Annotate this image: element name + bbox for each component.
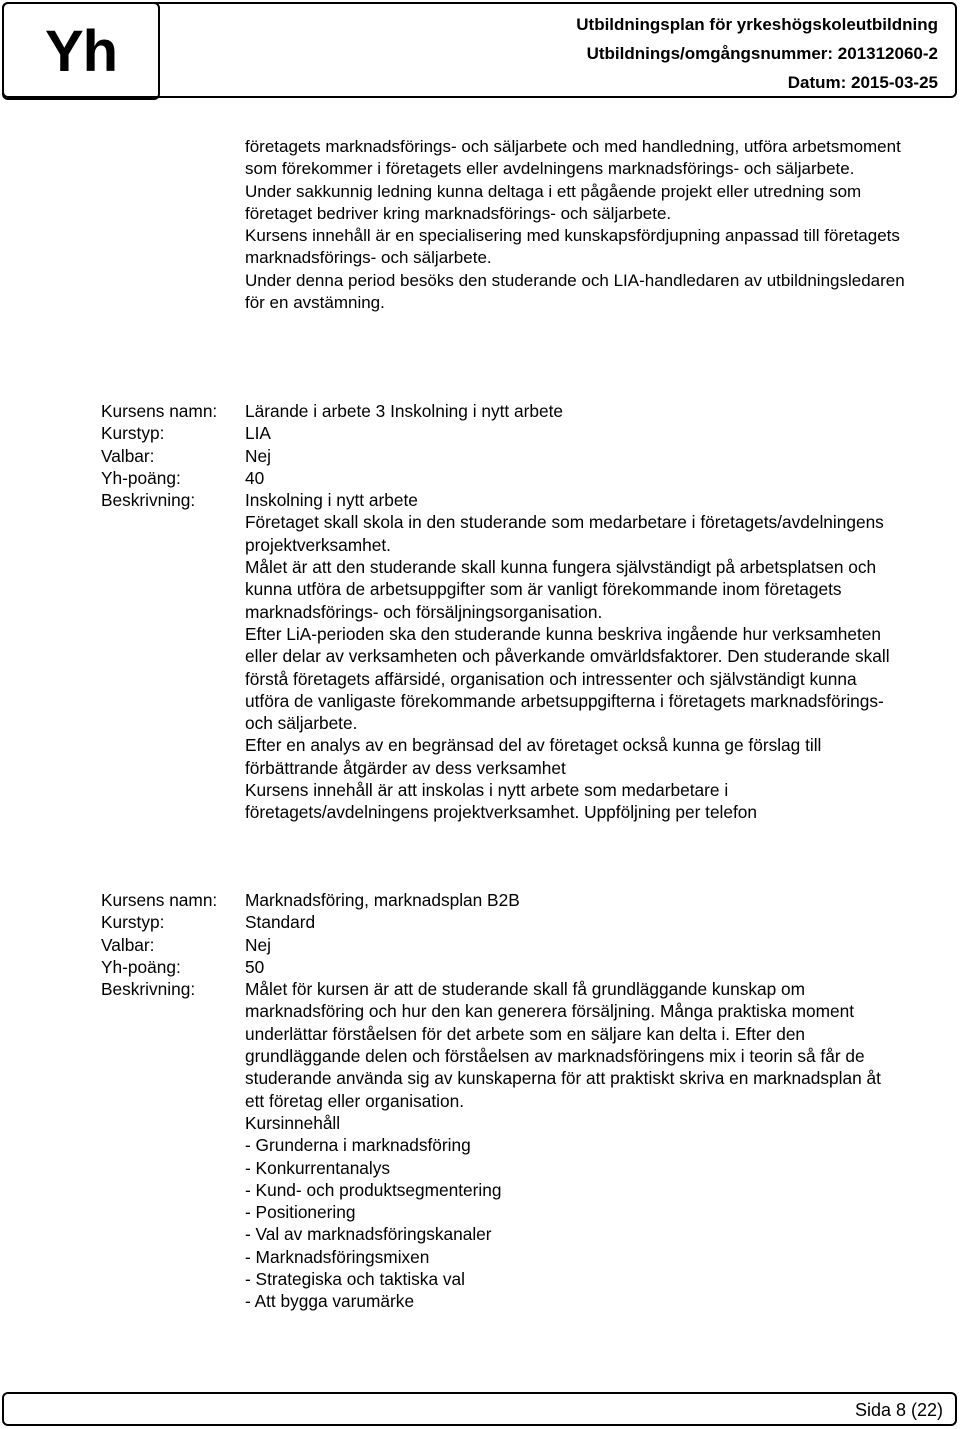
course-name: Marknadsföring, marknadsplan B2B bbox=[245, 890, 520, 910]
label-description: Beskrivning: bbox=[101, 979, 196, 1000]
list-item: - Marknadsföringsmixen bbox=[245, 1246, 430, 1267]
list-item: - Konkurrentanalys bbox=[245, 1157, 391, 1178]
course-description-row bbox=[101, 489, 901, 823]
label-optional: Valbar: bbox=[101, 934, 155, 955]
course-points: 40 bbox=[245, 467, 265, 488]
course-optional: Nej bbox=[245, 934, 271, 955]
description-paragraph: Företaget skall skola in den studerande som medarbetare i företagets/avdelningens projektverksamhet. bbox=[245, 512, 884, 555]
paragraph: Kursens innehåll är en specialisering med kunskapsfördjupning anpassad till företagets marknadsförings- och säljarbete. bbox=[245, 226, 900, 268]
header-info bbox=[576, 10, 938, 97]
description-paragraph: Efter en analys av en begränsad del av företaget också kunna ge förslag till förbättrande åtgärder av dess verksamhet bbox=[245, 735, 822, 778]
list-item: - Val av marknadsföringskanaler bbox=[245, 1224, 492, 1245]
course-description-row bbox=[101, 978, 901, 1312]
label-course-name: Kursens namn: bbox=[101, 890, 218, 910]
course-points: 50 bbox=[245, 956, 265, 977]
label-points: Yh-poäng: bbox=[101, 467, 181, 488]
course-block bbox=[101, 889, 901, 1313]
course-points-row bbox=[101, 467, 901, 489]
course-name-row bbox=[101, 889, 901, 911]
label-description: Beskrivning: bbox=[101, 490, 196, 511]
course-optional: Nej bbox=[245, 445, 271, 466]
label-optional: Valbar: bbox=[101, 445, 155, 466]
page-number: Sida 8 (22) bbox=[854, 1400, 943, 1420]
course-name: Lärande i arbete 3 Inskolning i nytt arbete bbox=[245, 401, 563, 421]
yh-logo bbox=[2, 2, 160, 100]
course-name-row bbox=[101, 400, 901, 422]
paragraph: Under denna period besöks den studerande och LIA-handledaren av utbildningsledaren för en avstämning. bbox=[245, 270, 905, 313]
course-description bbox=[245, 489, 901, 823]
course-block bbox=[101, 400, 901, 824]
footer-frame bbox=[2, 1392, 957, 1426]
description-paragraph: Målet är att den studerande skall kunna fungera självständigt på arbetsplatsen och kunna utföra de arbetsuppgifter som är vanligt förekommande inom företagets marknadsförings- och försäljningsorganisation. bbox=[245, 557, 877, 622]
label-course-type: Kurstyp: bbox=[101, 912, 165, 933]
list-item: - Kund- och produktsegmentering bbox=[245, 1179, 502, 1200]
description-paragraph: Kursinnehåll bbox=[245, 1112, 341, 1133]
description-paragraph: Inskolning i nytt arbete bbox=[245, 490, 418, 511]
course-points-row bbox=[101, 956, 901, 978]
continued-description bbox=[245, 136, 905, 314]
description-paragraph: Kursens innehåll är att inskolas i nytt arbete som medarbetare i företagets/avdelningens projektverksamhet. Uppföljning per telefon bbox=[245, 780, 758, 823]
label-points: Yh-poäng: bbox=[101, 956, 181, 977]
logo-text: Yh bbox=[44, 18, 118, 84]
course-optional-row bbox=[101, 445, 901, 467]
list-item: - Grunderna i marknadsföring bbox=[245, 1135, 471, 1156]
course-type: Standard bbox=[245, 912, 316, 933]
description-paragraph: Målet för kursen är att de studerande skall få grundläggande kunskap om marknadsföring och hur den kan generera försäljning. Många praktiska moment underlättar förståelsen för det arbete som en säljare kan delta i. Efter den grundläggande delen och förståelsen av marknadsföringens mix i teorin så får de studerande använda sig av kunskaperna för att praktiskt skriva en marknadsplan åt ett företag eller organisation. bbox=[245, 979, 881, 1111]
description-paragraph: Efter LiA-perioden ska den studerande kunna beskriva ingående hur verksamheten eller delar av verksamheten och påverkande omvärldsfaktorer. Den studerande skall förstå företagets affärsidé, organisation och intressenter och självständigt kunna utföra de vanligaste förekommande arbetsuppgifterna i företagets marknadsförings- och säljarbete. bbox=[245, 623, 890, 734]
course-optional-row bbox=[101, 934, 901, 956]
course-type-row bbox=[101, 911, 901, 933]
document-date: Datum: 2015-03-25 bbox=[787, 73, 938, 92]
course-type: LIA bbox=[245, 423, 271, 444]
label-course-name: Kursens namn: bbox=[101, 401, 218, 421]
paragraph: företagets marknadsförings- och säljarbete och med handledning, utföra arbetsmoment som förekommer i företagets eller avdelningens marknadsförings- och säljarbete. Under sakkunnig ledning kunna deltaga i ett pågående projekt eller utredning som företaget bedriver kring marknadsförings- och säljarbete. bbox=[245, 137, 901, 223]
course-type-row bbox=[101, 422, 901, 444]
list-item: - Att bygga varumärke bbox=[245, 1291, 415, 1312]
course-description bbox=[245, 978, 901, 1312]
label-course-type: Kurstyp: bbox=[101, 423, 165, 444]
list-item: - Positionering bbox=[245, 1202, 356, 1223]
document-title: Utbildningsplan för yrkeshögskoleutbildning bbox=[576, 15, 938, 34]
program-number: Utbildnings/omgångsnummer: 201312060-2 bbox=[586, 44, 938, 63]
list-item: - Strategiska och taktiska val bbox=[245, 1269, 465, 1290]
